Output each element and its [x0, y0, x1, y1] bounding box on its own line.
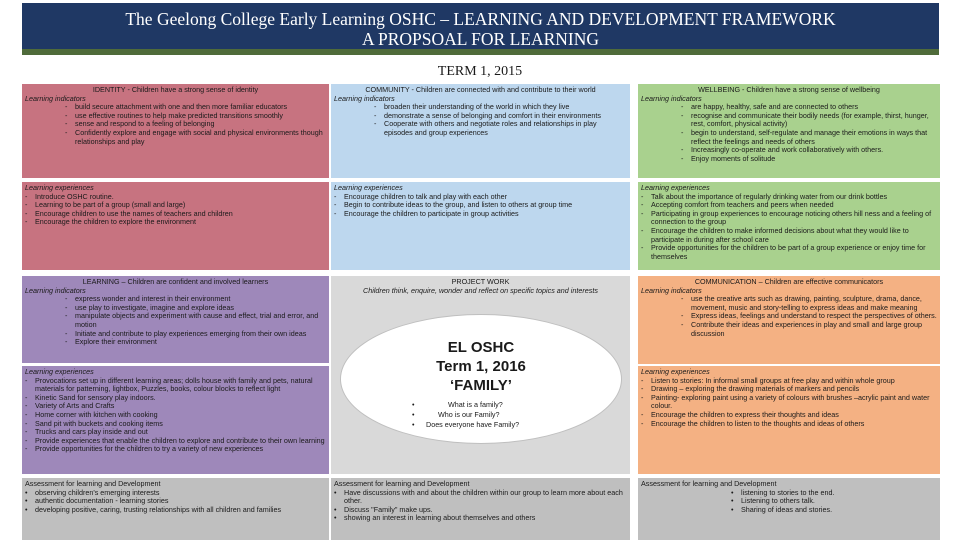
wellbeing-experiences-label: Learning experiences [641, 183, 710, 192]
list-item: • Sharing of ideas and stories. [731, 506, 937, 515]
list-item: - Trucks and cars play inside and out [25, 428, 326, 437]
identity-experiences-cell [22, 182, 329, 270]
identity-title: IDENTITY - Children have a strong sense of identity [92, 85, 259, 94]
list-item: • Who is our Family? [412, 410, 582, 420]
list-item: - recognise and communicate their bodily needs (for example, thirst, hunger, rest, comfort, physical activity) [681, 112, 937, 129]
learning-experiences-cell [22, 366, 329, 474]
list-item: - Participating in group experiences to encourage noticing others hill ness and a feeling of connection to the group [641, 210, 937, 227]
list-item: - broaden their understanding of the world in which they live [374, 103, 627, 112]
list-item: - Encourage children to talk and play with each other [334, 193, 627, 202]
community-experiences-list [334, 193, 627, 219]
list-item: • showing an interest in learning about themselves and others [334, 514, 627, 523]
project-title: PROJECT WORK [451, 277, 510, 286]
identity-experiences-list [25, 193, 326, 227]
community-indicators-list [374, 103, 627, 137]
wellbeing-experiences-list [641, 193, 937, 262]
community-experiences-cell [331, 182, 630, 270]
list-item: - begin to understand, self-regulate and manage their emotions in ways that reflect the feelings and needs of others [681, 129, 937, 146]
list-item: - Kinetic Sand for sensory play indoors. [25, 394, 326, 403]
list-item: - use the creative arts such as drawing, painting, sculpture, drama, dance, movement, music and story-telling to express ideas and make meaning [681, 295, 937, 312]
project-oval-line-2: Term 1, 2016 [436, 358, 526, 375]
communication-indicators-cell [638, 276, 940, 364]
list-item: - use play to investigate, imagine and explore ideas [65, 304, 326, 313]
list-item: - Provocations set up in different learning areas; dolls house with family and pets, natural materials for patterning, lightbox, Puzzles, books, colour blocks to reflect light [25, 377, 326, 394]
list-item: - build secure attachment with one and then more familiar educators [65, 103, 326, 112]
assessment-cell-1 [22, 478, 329, 540]
list-item: - Encourage the children to participate in group activities [334, 210, 627, 219]
list-item: • authentic documentation - learning stories [25, 497, 326, 506]
learning-experiences-label: Learning experiences [25, 367, 94, 376]
community-indicators-cell [331, 84, 630, 178]
list-item: - Contribute their ideas and experiences in play and small and large group discussion [681, 321, 937, 338]
communication-title: COMMUNICATION – Children are effective communicators [694, 277, 884, 286]
assessment-list-2 [334, 489, 627, 523]
list-item: - Painting- exploring paint using a variety of colours with brushes –acrylic paint and water colour. [641, 394, 937, 411]
list-item: - Learning to be part of a group (small and large) [25, 201, 326, 210]
list-item: • developing positive, caring, trusting relationships with all children and families [25, 506, 326, 515]
community-indicators-label: Learning indicators [334, 93, 395, 103]
wellbeing-title: WELLBEING - Children have a strong sense of wellbeing [698, 85, 880, 94]
list-item: - Initiate and contribute to play experiences emerging from their own ideas [65, 330, 326, 339]
learning-indicators-list [65, 295, 326, 347]
assessment-label: Assessment for learning and Development [641, 479, 777, 488]
identity-experiences-label: Learning experiences [25, 183, 94, 192]
list-item: - Express ideas, feelings and understand to respect the perspectives of others. [681, 312, 937, 321]
project-oval-title [340, 338, 622, 395]
identity-indicators-list [65, 103, 326, 146]
term-label: TERM 1, 2015 [437, 64, 523, 79]
list-item: - are happy, healthy, safe and are connected to others [681, 103, 937, 112]
list-item: - demonstrate a sense of belonging and comfort in their environments [374, 112, 627, 121]
list-item: - Provide experiences that enable the children to explore and contribute to their own learning [25, 437, 326, 446]
identity-indicators-cell [22, 84, 329, 178]
communication-indicators-list [681, 295, 937, 338]
list-item: - use effective routines to help make predicted transitions smoothly [65, 112, 326, 121]
community-title: COMMUNITY - Children are connected with and contribute to their world [365, 85, 596, 94]
title-banner [22, 3, 939, 55]
list-item: - Encourage the children to express their thoughts and ideas [641, 411, 937, 420]
list-item: - Accepting comfort from teachers and peers when needed [641, 201, 937, 210]
list-item: - Listen to stories: In informal small groups at free play and within whole group [641, 377, 937, 386]
community-experiences-label: Learning experiences [334, 183, 403, 192]
title-line-1: The Geelong College Early Learning OSHC – LEARNING AND DEVELOPMENT FRAMEWORK [125, 9, 836, 29]
list-item: - Confidently explore and engage with social and physical environments though relationships and play [65, 129, 326, 146]
assessment-list-1 [25, 489, 326, 515]
list-item: - Begin to contribute ideas to the group, and listen to others at group time [334, 201, 627, 210]
list-item: - Encourage children to use the names of teachers and children [25, 210, 326, 219]
list-item: • What is a family? [412, 400, 582, 410]
wellbeing-indicators-cell [638, 84, 940, 178]
project-oval-line-1: EL OSHC [447, 339, 515, 356]
learning-title: LEARNING – Children are confident and involved learners [82, 277, 269, 286]
list-item: • Discuss "Family" make ups. [334, 506, 627, 515]
list-item: • Listening to others talk. [731, 497, 937, 506]
assessment-label: Assessment for learning and Development [334, 479, 470, 488]
list-item: - Enjoy moments of solitude [681, 155, 937, 164]
wellbeing-experiences-cell [638, 182, 940, 270]
list-item: - Sand pit with buckets and cooking items [25, 420, 326, 429]
list-item: - Encourage the children to make informed decisions about what they would like to participate in during after school care [641, 227, 937, 244]
identity-indicators-label: Learning indicators [25, 93, 86, 103]
list-item: - sense and respond to a feeling of belonging [65, 120, 326, 129]
assessment-list-3 [731, 489, 937, 515]
list-item: • Have discussions with and about the children within our group to learn more about each other. [334, 489, 627, 506]
learning-indicators-label: Learning indicators [25, 285, 86, 295]
list-item: - Provide opportunities for the children to try a variety of new experiences [25, 445, 326, 454]
list-item: - Provide opportunities for the children to be part of a group experience or enjoy time for themselves [641, 244, 937, 261]
list-item: • listening to stories to the end. [731, 489, 937, 498]
project-subtitle: Children think, enquire, wonder and reflect on specific topics and interests [363, 285, 598, 295]
assessment-cell-3 [638, 478, 940, 540]
list-item: - manipulate objects and experiment with cause and effect, trial and error, and motion [65, 312, 326, 329]
list-item: - Variety of Arts and Crafts [25, 402, 326, 411]
list-item: - Cooperate with others and negotiate roles and relationships in play episodes and group experiences [374, 120, 627, 137]
list-item: • observing children's emerging interests [25, 489, 326, 498]
learning-experiences-list [25, 377, 326, 454]
assessment-label: Assessment for learning and Development [25, 479, 161, 488]
title-line-2: A PROPSOAL FOR LEARNING [361, 29, 600, 49]
assessment-cell-2 [331, 478, 630, 540]
communication-experiences-label: Learning experiences [641, 367, 710, 376]
communication-indicators-label: Learning indicators [641, 285, 702, 295]
list-item: - Home corner with kitchen with cooking [25, 411, 326, 420]
list-item: - Increasingly co-operate and work collaboratively with others. [681, 146, 937, 155]
project-questions-list [412, 400, 582, 430]
wellbeing-indicators-list [681, 103, 937, 163]
list-item: - Introduce OSHC routine. [25, 193, 326, 202]
project-oval-line-3: ‘FAMILY’ [450, 377, 512, 394]
list-item: - Encourage the children to explore the environment [25, 218, 326, 227]
list-item: - express wonder and interest in their environment [65, 295, 326, 304]
list-item: - Talk about the importance of regularly drinking water from our drink bottles [641, 193, 937, 202]
list-item: - Explore their environment [65, 338, 326, 347]
learning-indicators-cell [22, 276, 329, 363]
list-item: - Encourage the children to listen to the thoughts and ideas of others [641, 420, 937, 429]
communication-experiences-list [641, 377, 937, 429]
list-item: - Drawing – exploring the drawing materials of markers and pencils [641, 385, 937, 394]
wellbeing-indicators-label: Learning indicators [641, 93, 702, 103]
list-item: • Does everyone have Family? [412, 420, 582, 430]
communication-experiences-cell [638, 366, 940, 474]
